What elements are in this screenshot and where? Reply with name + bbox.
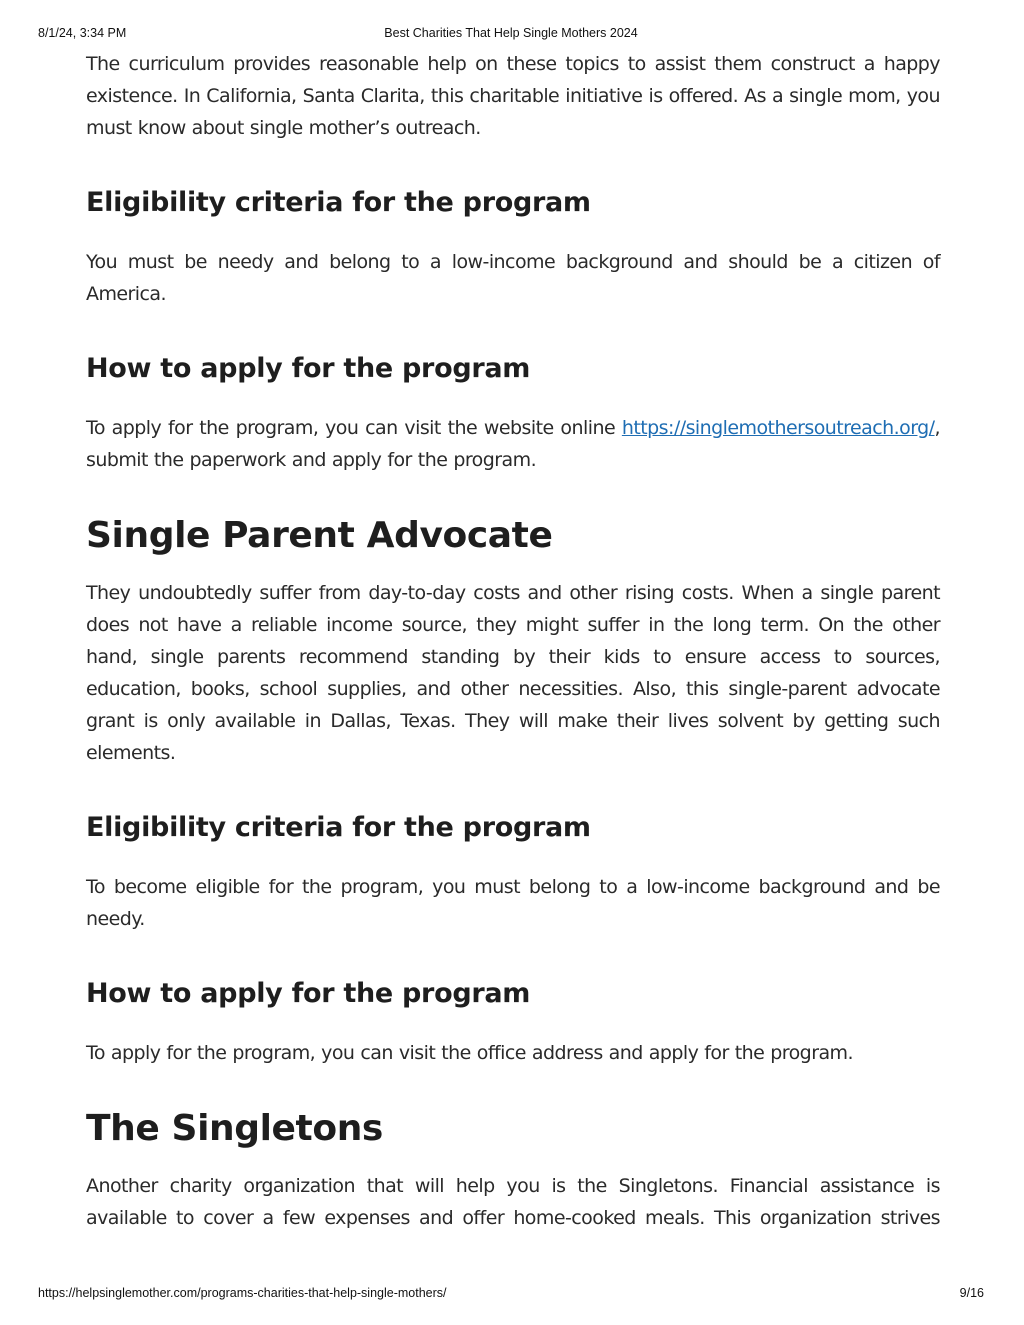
- print-page-title: Best Charities That Help Single Mothers 2024: [384, 26, 638, 40]
- outreach-apply-text-before: To apply for the program, you can visit the website online: [86, 417, 622, 439]
- single-parent-advocate-heading: Single Parent Advocate: [86, 515, 553, 556]
- spa-eligibility-heading: Eligibility criteria for the program: [86, 812, 591, 843]
- outreach-website-link[interactable]: https://singlemothersoutreach.org/: [621, 417, 935, 439]
- outreach-eligibility-paragraph: You must be needy and belong to a low-income background and should be a citizen of America.: [86, 251, 940, 305]
- article-body: [86, 48, 940, 1234]
- single-parent-advocate-paragraph: They undoubtedly suffer from day-to-day costs and other rising costs. When a single parent does not have a reliable income source, they might suffer in the long term. On the other hand, single parents recommend standing by their kids to ensure access to sources, education, books, school supplies, and other necessities. Also, this single-parent advocate grant is only available in Dallas, Texas. They will make their lives solvent by getting such elements.: [86, 582, 940, 764]
- singletons-paragraph: Another charity organization that will help you is the Singletons. Financial assistance is available to cover a few expenses and offer home-cooked meals. This organization strives: [86, 1175, 940, 1229]
- outreach-eligibility-heading: Eligibility criteria for the program: [86, 187, 591, 218]
- outreach-apply-paragraph: [86, 412, 940, 476]
- outreach-apply-heading: How to apply for the program: [86, 353, 531, 384]
- print-datetime: 8/1/24, 3:34 PM: [38, 26, 127, 40]
- spa-eligibility-paragraph: To become eligible for the program, you must belong to a low-income background and be needy.: [86, 876, 940, 930]
- print-page-number: 9/16: [959, 1286, 984, 1300]
- spa-apply-paragraph: To apply for the program, you can visit the office address and apply for the program.: [86, 1042, 853, 1064]
- spa-apply-heading: How to apply for the program: [86, 978, 531, 1009]
- print-page-url: https://helpsinglemother.com/programs-charities-that-help-single-mothers/: [38, 1286, 447, 1300]
- singletons-heading: The Singletons: [86, 1108, 383, 1149]
- outreach-apply-text-after: , submit the paperwork and apply for the program.: [86, 417, 940, 471]
- intro-paragraph: The curriculum provides reasonable help on these topics to assist them construct a happy existence. In California, Santa Clarita, this charitable initiative is offered. As a single mom, you must know about single mother’s outreach.: [86, 53, 940, 139]
- singletons-paragraph-clip: [86, 1170, 940, 1234]
